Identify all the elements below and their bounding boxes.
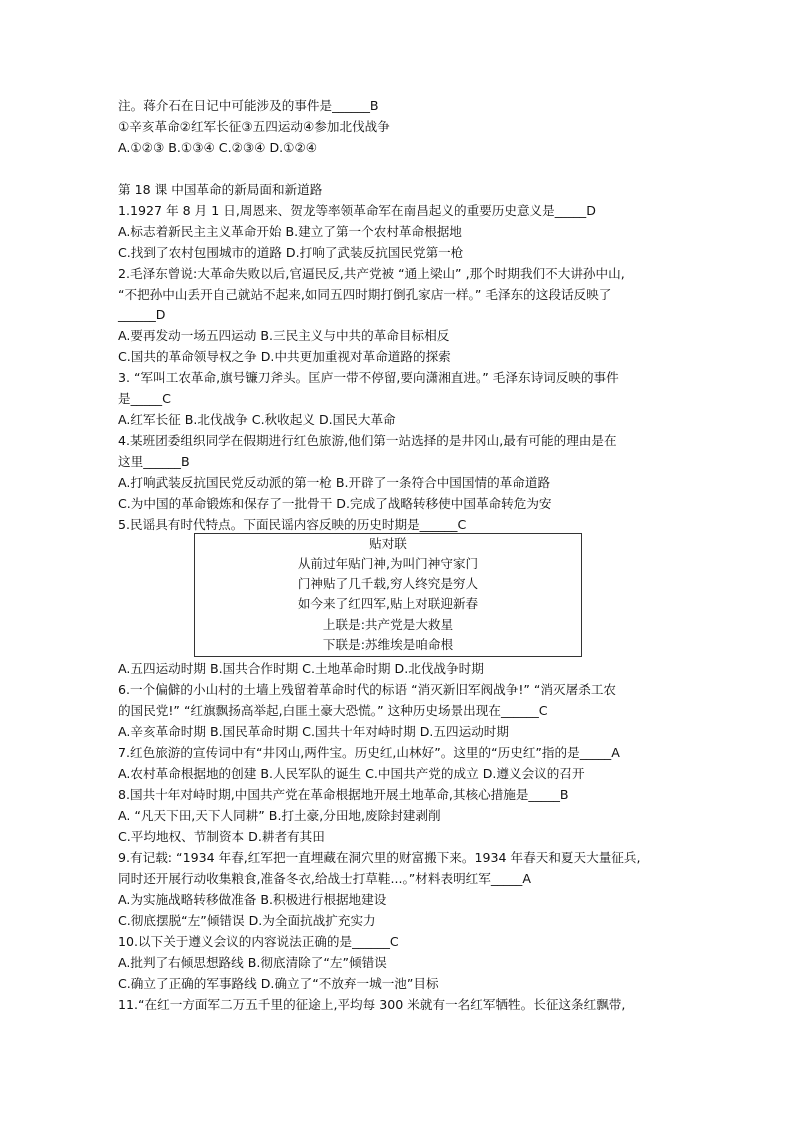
q1-options-cd: C.找到了农村包围城市的道路 D.打响了武装反抗国民党第一枪: [118, 245, 464, 260]
q10-stem: 10.以下关于遵义会议的内容说法正确的是______C: [118, 934, 399, 949]
q8-stem: 8.国共十年对峙时期,中国共产党在革命根据地开展土地革命,其核心措施是_____B: [118, 787, 569, 802]
folk-song-line-3: 如今来了红四军,贴上对联迎新春: [297, 596, 479, 611]
q8-options-ab: A. “凡天下田,天下人同耕” B.打土豪,分田地,废除封建剥削: [118, 808, 441, 823]
q7-stem: 7.红色旅游的宣传词中有“井冈山,两件宝。历史红,山林好”。这里的“历史红”指的是_____A: [118, 745, 620, 760]
q1-options-ab: A.标志着新民主主义革命开始 B.建立了第一个农村革命根据地: [118, 224, 462, 239]
q2-options-ab: A.要再发动一场五四运动 B.三民主义与中共的革命目标相反: [118, 328, 450, 343]
folk-song-line-5: 下联是:苏维埃是咱命根: [322, 637, 454, 652]
q5-stem: 5.民谣具有时代特点。下面民谣内容反映的历史时期是______C: [118, 517, 467, 532]
q9-stem-2: 同时还开展行动收集粮食,准备冬衣,给战士打草鞋...。”材料表明红军_____A: [118, 871, 531, 886]
q2-stem-1: 2.毛泽东曾说:大革命失败以后,官逼民反,共产党被 “通上梁山” ,那个时期我们不大讲孙中山,: [118, 266, 625, 281]
q8-options-cd: C.平均地权、节制资本 D.耕者有其田: [118, 829, 325, 844]
folk-song-line-1: 从前过年贴门神,为叫门神守家门: [297, 556, 479, 571]
q6-stem-2: 的国民党!” “红旗飘扬高举起,白匪土豪大恐慌。” 这种历史场景出现在______C: [118, 703, 548, 718]
q3-stem-2: 是_____C: [118, 391, 171, 406]
q2-options-cd: C.国共的革命领导权之争 D.中共更加重视对革命道路的探索: [118, 349, 451, 364]
q9-options-ab: A.为实施战略转移做准备 B.积极进行根据地建设: [118, 892, 387, 907]
lesson-title: 第 18 课 中国革命的新局面和新道路: [118, 182, 323, 197]
q4-options-cd: C.为中国的革命锻炼和保存了一批骨干 D.完成了战略转移使中国革命转危为安: [118, 496, 552, 511]
q9-options-cd: C.彻底摆脱“左”倾错误 D.为全面抗战扩充实力: [118, 913, 376, 928]
question-tail-stem: 注。蒋介石在日记中可能涉及的事件是______B: [118, 98, 379, 113]
q11-stem: 11.“在红一方面军二万五千里的征途上,平均每 300 米就有一名红军牺牲。长征这条红飘带,: [118, 997, 626, 1012]
q6-options: A.辛亥革命时期 B.国民革命时期 C.国共十年对峙时期 D.五四运动时期: [118, 724, 509, 739]
q1-stem: 1.1927 年 8 月 1 日,周恩来、贺龙等率领革命军在南昌起义的重要历史意义是_____D: [118, 203, 596, 218]
folk-song-title: 贴对联: [369, 536, 407, 551]
folk-song-line-4: 上联是:共产党是大救星: [322, 617, 454, 632]
q4-options-ab: A.打响武装反抗国民党反动派的第一枪 B.开辟了一条符合中国国情的革命道路: [118, 475, 551, 490]
q10-options-ab: A.批判了右倾思想路线 B.彻底清除了“左”倾错误: [118, 955, 387, 970]
folk-song-box: [194, 533, 582, 657]
q6-stem-1: 6.一个偏僻的小山村的土墙上残留着革命时代的标语 “消灭新旧军阀战争!” “消灭屠杀工农: [118, 682, 617, 697]
question-tail-items: ①辛亥革命②红军长征③五四运动④参加北伐战争: [118, 119, 390, 134]
q7-options: A.农村革命根据地的创建 B.人民军队的诞生 C.中国共产党的成立 D.遵义会议的召开: [118, 766, 585, 781]
q4-stem-1: 4.某班团委组织同学在假期进行红色旅游,他们第一站选择的是井冈山,最有可能的理由是在: [118, 433, 617, 448]
q3-options: A.红军长征 B.北伐战争 C.秋收起义 D.国民大革命: [118, 412, 396, 427]
q9-stem-1: 9.有记载: “1934 年春,红军把一直埋藏在洞穴里的财富搬下来。1934 年春天和夏天大量征兵,: [118, 850, 641, 865]
q10-options-cd: C.确立了正确的军事路线 D.确立了“不放弃一城一池”目标: [118, 976, 439, 991]
q2-stem-2: “不把孙中山丢开自己就站不起来,如同五四时期打倒孔家店一样。” 毛泽东的这段话反映了: [118, 287, 612, 302]
folk-song-line-2: 门神贴了几千载,穷人终究是穷人: [297, 576, 479, 591]
q2-stem-3: ______D: [118, 307, 166, 322]
q5-options: A.五四运动时期 B.国共合作时期 C.土地革命时期 D.北伐战争时期: [118, 661, 484, 676]
q4-stem-2: 这里______B: [118, 454, 190, 469]
question-tail-options: A.①②③ B.①③④ C.②③④ D.①②④: [118, 140, 318, 155]
q3-stem-1: 3. “军叫工农革命,旗号镰刀斧头。匡庐一带不停留,要向潇湘直进。” 毛泽东诗词反映的事件: [118, 370, 619, 385]
